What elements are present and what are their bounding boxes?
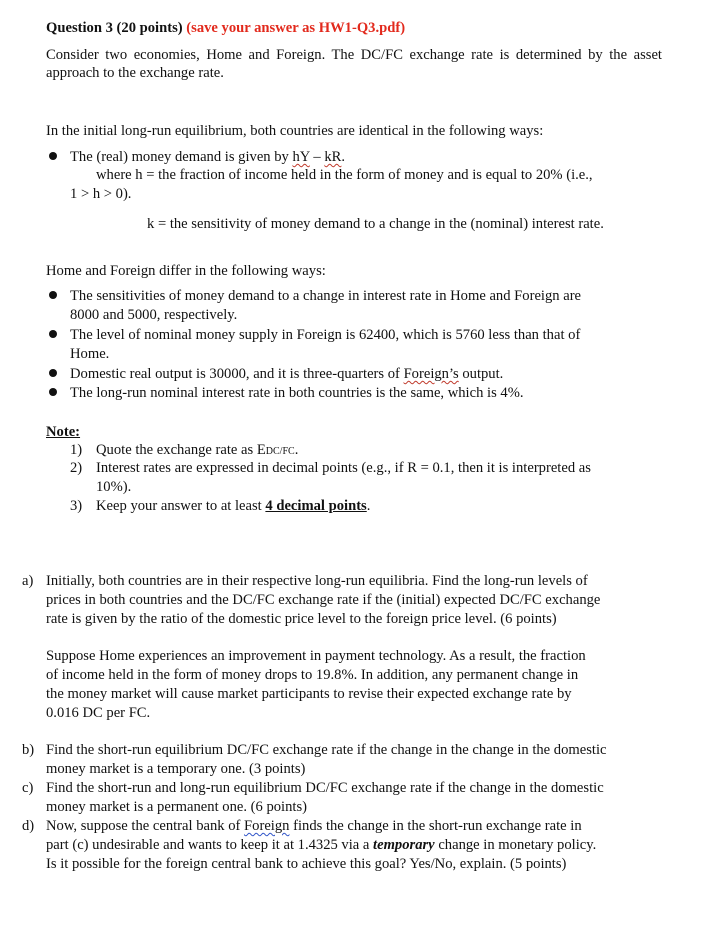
save-instruction: (save your answer as HW1-Q3.pdf) [186, 20, 406, 36]
bullet-dot [49, 291, 57, 299]
bullet-dot [49, 369, 57, 377]
differ-b2-line2: Home. [70, 346, 110, 362]
scenario-line3: the money market will cause market participants to revise their expected exchange rate by [46, 686, 572, 702]
differ-b1-line1: The sensitivities of money demand to a change in interest rate in Home and Foreign are [70, 288, 582, 304]
differ-b2-line1: The level of nominal money supply in Foreign is 62400, which is 5760 less than that of [70, 327, 581, 343]
differ-b3: Domestic real output is 30000, and it is three-quarters of Foreign’s output. [70, 366, 504, 382]
part-a-label: a) [22, 573, 34, 589]
differ-b4: The long-run nominal interest rate in both countries is the same, which is 4%. [70, 385, 524, 401]
part-b-label: b) [22, 742, 35, 758]
note-2-line1: Interest rates are expressed in decimal points (e.g., if R = 0.1, then it is interpreted as [96, 460, 591, 476]
part-b-line1: Find the short-run equilibrium DC/FC exchange rate if the change in the change in the domestic [46, 742, 607, 758]
spellcheck-flag: Foreign [244, 818, 290, 834]
bullet-dot [49, 152, 57, 160]
differ-heading: Home and Foreign differ in the following ways: [46, 263, 326, 279]
subscript: DC/FC [265, 446, 295, 457]
emphasis: 4 decimal points [265, 498, 367, 514]
part-c-line2: money market is a permanent one. (6 points) [46, 799, 307, 815]
scenario-line4: 0.016 DC per FC. [46, 705, 151, 721]
bullet-dot [49, 388, 57, 396]
formula-kr: kR [324, 149, 342, 165]
part-c-label: c) [22, 780, 34, 796]
part-d-line3: Is it possible for the foreign central bank to achieve this goal? Yes/No, explain. (5 points) [46, 856, 567, 872]
part-d-line1: Now, suppose the central bank of Foreign finds the change in the short-run exchange rate in [46, 818, 582, 834]
scenario-line1: Suppose Home experiences an improvement in payment technology. As a result, the fraction [46, 648, 586, 664]
note-3-number: 3) [70, 498, 83, 514]
money-demand-line: The (real) money demand is given by hY – kR. [70, 149, 346, 165]
where-h-cont: 1 > h > 0). [70, 186, 132, 202]
question-heading: Question 3 (20 points) [46, 20, 183, 36]
note-1-number: 1) [70, 442, 83, 458]
spellcheck-flag: Foreign’s [403, 366, 459, 382]
bullet-dot [49, 330, 57, 338]
intro-paragraph: Consider two economies, Home and Foreign. The DC/FC exchange rate is determined by the asset approach to the exchange rate. [46, 47, 662, 81]
part-d-line2: part (c) undesirable and wants to keep it at 1.4325 via a temporary change in monetary policy. [46, 837, 597, 853]
where-k-line: k = the sensitivity of money demand to a change in the (nominal) interest rate. [147, 216, 604, 232]
part-a-line2: prices in both countries and the DC/FC exchange rate if the (initial) expected DC/FC exchange [46, 592, 601, 608]
note-3-text: Keep your answer to at least 4 decimal points. [96, 498, 371, 514]
part-a-line3: rate is given by the ratio of the domestic price level to the foreign price level. (6 points) [46, 611, 557, 627]
formula-hy: hY [292, 149, 310, 165]
part-c-line1: Find the short-run and long-run equilibrium DC/FC exchange rate if the change in the domestic [46, 780, 604, 796]
note-1-text: Quote the exchange rate as EDC/FC. [96, 442, 299, 458]
part-d-label: d) [22, 818, 35, 834]
differ-b1-line2: 8000 and 5000, respectively. [70, 307, 238, 323]
note-heading: Note: [46, 424, 81, 440]
part-a-line1: Initially, both countries are in their respective long-run equilibria. Find the long-run levels of [46, 573, 588, 589]
question-title [46, 19, 686, 37]
emphasis: temporary [373, 837, 435, 853]
part-b-line2: money market is a temporary one. (3 points) [46, 761, 306, 777]
note-2-line2: 10%). [96, 479, 132, 495]
where-h-line: where h = the fraction of income held in the form of money and is equal to 20% (i.e., [96, 167, 593, 183]
identical-heading: In the initial long-run equilibrium, both countries are identical in the following ways: [46, 123, 544, 139]
note-2-number: 2) [70, 460, 83, 476]
scenario-line2: of income held in the form of money drops to 19.8%. In addition, any permanent change in [46, 667, 579, 683]
